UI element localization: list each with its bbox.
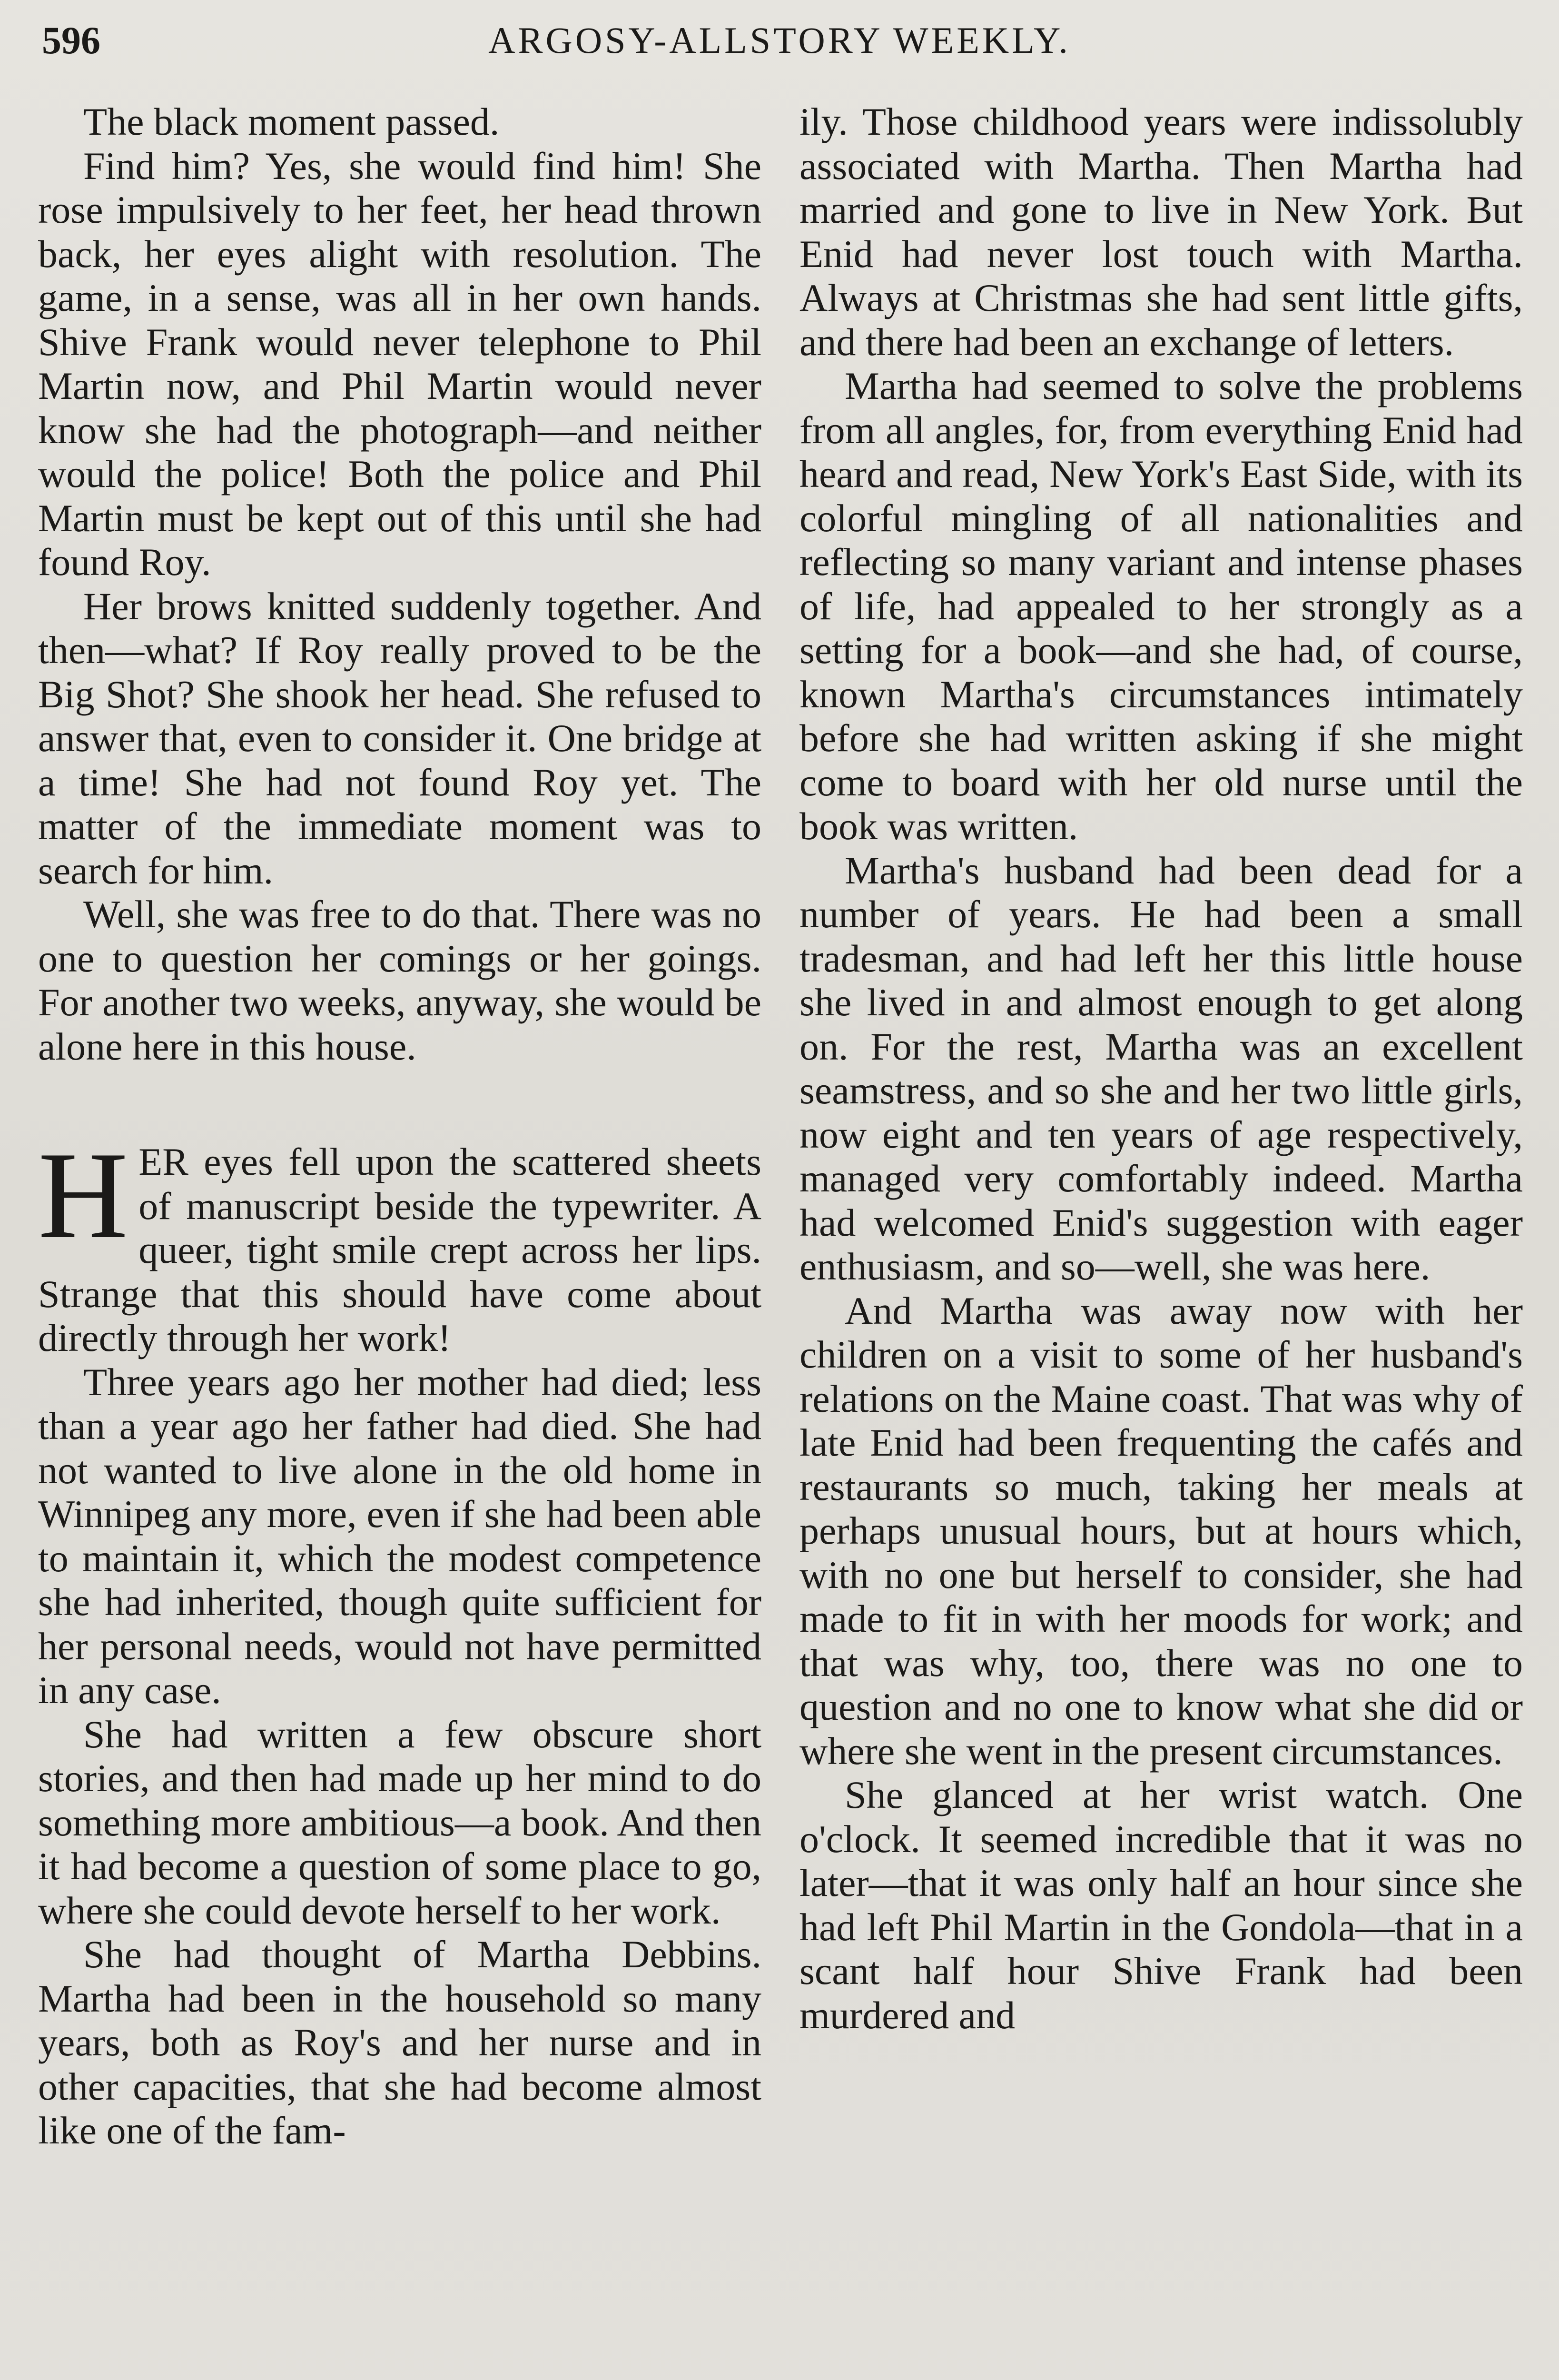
drop-cap: H bbox=[38, 1126, 128, 1264]
section-opening-paragraph bbox=[38, 1126, 761, 1360]
paragraph: Three years ago her mother had died; less than a year ago her father had died. She had not wanted to live alone in the old home in Winnipeg any more, even if she had been able to maintain it, which the modest competence she had inherited, though quite sufficient for her personal needs, would not have permitted in any case. bbox=[38, 1360, 761, 1712]
paragraph: Well, she was free to do that. There was no one to question her comings or her goings. For another two weeks, anyway, she would be alone here in this house. bbox=[38, 892, 761, 1068]
continued-paragraph: ily. Those childhood years were indissolubly associated with Martha. Then Martha had married and gone to live in New York. But Enid had never lost touch with Martha. Always at Christmas she had sent little gifts, and there had been an exchange of letters. bbox=[799, 100, 1523, 364]
paragraph: She had thought of Martha Debbins. Martha had been in the household so many years, both as Roy's and her nurse and in other capacities, that she had become almost like one of the fam- bbox=[38, 1933, 761, 2152]
page-header bbox=[0, 14, 1559, 67]
paragraph: Martha's husband had been dead for a number of years. He had been a small tradesman, and had left her this little house she lived in and almost enough to get along on. For the rest, Martha was an excellent seamstress, and so she and her two little girls, now eight and ten years of age respectively, managed very comfortably indeed. Martha had welcomed Enid's suggestion with eager enthusiasm, and so—well, she was here. bbox=[799, 848, 1523, 1288]
right-column bbox=[799, 100, 1523, 2037]
section-opening-text: ER eyes fell upon the scattered sheets of manuscript beside the typewriter. A queer, tight smile crept across her lips. Strange that this should have come about directly through her work! bbox=[38, 1140, 761, 1359]
paragraph: She glanced at her wrist watch. One o'clock. It seemed incredible that it was no later—that it was only half an hour since she had left Phil Martin in the Gondola—that in a scant half hour Shive Frank had been murdered and bbox=[799, 1773, 1523, 2037]
left-column bbox=[38, 100, 761, 2153]
paragraph: Her brows knitted suddenly together. And then—what? If Roy really proved to be the Big Shot? She shook her head. She refused to answer that, even to consider it. One bridge at a time! She had not found Roy yet. The matter of the immediate moment was to search for him. bbox=[38, 584, 761, 892]
paragraph: And Martha was away now with her children on a visit to some of her husband's relations on the Maine coast. That was why of late Enid had been frequenting the cafés and restaurants so much, taking her meals at perhaps unusual hours, but at hours which, with no one but herself to consider, she had made to fit in with her moods for work; and that was why, too, there was no one to question and no one to know what she did or where she went in the present circumstances. bbox=[799, 1289, 1523, 1773]
paragraph: Martha had seemed to solve the problems from all angles, for, from everything Enid had heard and read, New York's East Side, with its colorful mingling of all nationalities and reflecting so many variant and intense phases of life, had appealed to her strongly as a setting for a book—and she had, of course, known Martha's circumstances intimately before she had written asking if she might come to board with her old nurse until the book was written. bbox=[799, 364, 1523, 848]
paragraph: The black moment passed. bbox=[83, 100, 500, 143]
running-title: ARGOSY-ALLSTORY WEEKLY. bbox=[488, 20, 1071, 61]
page-number: 596 bbox=[42, 19, 100, 62]
section-break bbox=[38, 1069, 761, 1140]
paragraph: Find him? Yes, she would find him! She rose impulsively to her feet, her head thrown back, her eyes alight with resolution. The game, in a sense, was all in her own hands. Shive Frank would never telephone to Phil Martin now, and Phil Martin would never know she had the photograph—and neither would the police! Both the police and Phil Martin must be kept out of this until she had found Roy. bbox=[38, 144, 761, 584]
paragraph: She had written a few obscure short stories, and then had made up her mind to do something more ambitious—a book. And then it had become a question of some place to go, where she could devote herself to her work. bbox=[38, 1712, 761, 1932]
